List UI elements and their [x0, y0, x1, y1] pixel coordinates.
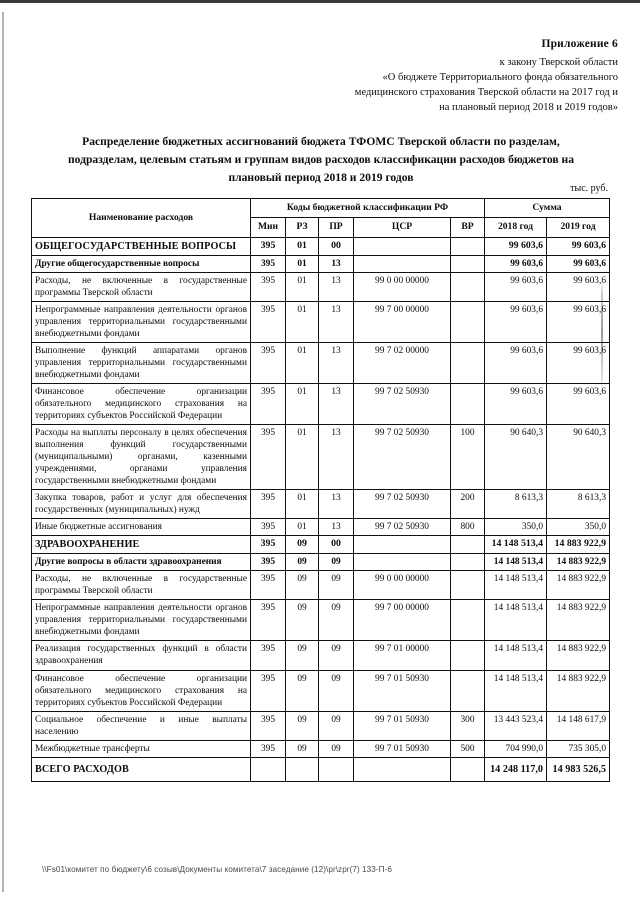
cell-expense-name: Иные бюджетные ассигнования [32, 519, 251, 536]
cell-rz-code: 01 [286, 237, 319, 255]
column-header-sum-group: Сумма [485, 199, 610, 218]
cell-csr-code: 99 7 00 00000 [354, 600, 451, 641]
cell-vr-code [451, 272, 485, 301]
cell-amount-2018: 14 248 117,0 [485, 757, 547, 781]
cell-pr-code: 13 [319, 272, 354, 301]
cell-amount-2019: 99 603,6 [547, 383, 610, 424]
table-row [32, 740, 610, 757]
cell-amount-2019: 14 883 922,9 [547, 536, 610, 554]
cell-expense-name: Социальное обеспечение и иные выплаты населению [32, 711, 251, 740]
units-note: тыс. руб. [570, 183, 608, 194]
cell-rz-code: 01 [286, 424, 319, 489]
cell-expense-name: Расходы, не включенные в государственные программы Тверской области [32, 272, 251, 301]
table-row [32, 490, 610, 519]
cell-csr-code [354, 757, 451, 781]
cell-expense-name: Межбюджетные трансферты [32, 740, 251, 757]
cell-min-code: 395 [251, 641, 286, 670]
cell-rz-code: 09 [286, 711, 319, 740]
column-header-vr: ВР [451, 218, 485, 237]
table-row [32, 237, 610, 255]
cell-csr-code: 99 7 02 50930 [354, 424, 451, 489]
cell-vr-code [451, 255, 485, 272]
cell-expense-name: Другие общегосударственные вопросы [32, 255, 251, 272]
table-body [32, 237, 610, 781]
cell-amount-2019: 99 603,6 [547, 237, 610, 255]
cell-amount-2019: 14 883 922,9 [547, 554, 610, 571]
cell-expense-name: Финансовое обеспечение организации обязательного медицинского страхования на территориях субъектов Российской Федерации [32, 383, 251, 424]
cell-csr-code [354, 255, 451, 272]
cell-vr-code: 100 [451, 424, 485, 489]
cell-min-code: 395 [251, 383, 286, 424]
cell-amount-2018: 99 603,6 [485, 272, 547, 301]
cell-min-code: 395 [251, 237, 286, 255]
cell-expense-name: Расходы на выплаты персоналу в целях обеспечения выполнения функций государственными (муниципальными) органами, казенными учреждениями, органами управления государственными внебюджетными фондами [32, 424, 251, 489]
cell-rz-code: 09 [286, 571, 319, 600]
cell-rz-code: 01 [286, 519, 319, 536]
cell-vr-code: 800 [451, 519, 485, 536]
cell-pr-code: 13 [319, 383, 354, 424]
cell-expense-name: Реализация государственных функций в области здравоохранения [32, 641, 251, 670]
header-line-law-reference: к закону Тверской области [499, 56, 618, 68]
cell-csr-code [354, 237, 451, 255]
cell-amount-2019: 99 603,6 [547, 301, 610, 342]
cell-expense-name: ОБЩЕГОСУДАРСТВЕННЫЕ ВОПРОСЫ [32, 237, 251, 255]
cell-amount-2019: 8 613,3 [547, 490, 610, 519]
cell-csr-code: 99 7 02 00000 [354, 342, 451, 383]
table-header [32, 199, 610, 238]
cell-min-code: 395 [251, 740, 286, 757]
cell-vr-code: 200 [451, 490, 485, 519]
cell-vr-code [451, 554, 485, 571]
cell-rz-code: 09 [286, 536, 319, 554]
table-row [32, 536, 610, 554]
table-row [32, 519, 610, 536]
cell-amount-2019: 735 305,0 [547, 740, 610, 757]
cell-amount-2019: 14 883 922,9 [547, 670, 610, 711]
cell-rz-code: 01 [286, 255, 319, 272]
cell-vr-code [451, 342, 485, 383]
cell-amount-2018: 14 148 513,4 [485, 536, 547, 554]
cell-amount-2018: 14 148 513,4 [485, 571, 547, 600]
cell-rz-code: 09 [286, 740, 319, 757]
cell-rz-code: 09 [286, 554, 319, 571]
cell-vr-code [451, 641, 485, 670]
column-header-csr: ЦСР [354, 218, 451, 237]
cell-amount-2018: 99 603,6 [485, 301, 547, 342]
table-row [32, 255, 610, 272]
cell-csr-code: 99 7 02 50930 [354, 519, 451, 536]
table-row [32, 301, 610, 342]
cell-csr-code [354, 536, 451, 554]
cell-min-code: 395 [251, 519, 286, 536]
cell-pr-code: 09 [319, 571, 354, 600]
column-header-rz: РЗ [286, 218, 319, 237]
cell-pr-code: 09 [319, 711, 354, 740]
cell-csr-code: 99 7 00 00000 [354, 301, 451, 342]
cell-amount-2018: 14 148 513,4 [485, 554, 547, 571]
cell-rz-code: 09 [286, 641, 319, 670]
cell-min-code: 395 [251, 554, 286, 571]
header-line-budget-title-1: «О бюджете Территориального фонда обязательного [382, 71, 618, 83]
cell-rz-code: 01 [286, 272, 319, 301]
cell-min-code: 395 [251, 711, 286, 740]
cell-expense-name: Непрограммные направления деятельности органов управления территориальными государственными внебюджетными фондами [32, 301, 251, 342]
cell-min-code: 395 [251, 301, 286, 342]
cell-amount-2018: 90 640,3 [485, 424, 547, 489]
cell-amount-2018: 99 603,6 [485, 237, 547, 255]
page-title-line-2: подразделам, целевым статьям и группам видов расходов классификации расходов бюджетов на [67, 152, 575, 166]
cell-pr-code: 00 [319, 237, 354, 255]
cell-amount-2019: 90 640,3 [547, 424, 610, 489]
page-title-line-3: плановый период 2018 и 2019 годов [228, 170, 414, 184]
cell-csr-code: 99 7 01 50930 [354, 670, 451, 711]
column-header-year-2019: 2019 год [547, 218, 610, 237]
cell-min-code [251, 757, 286, 781]
page-title-line-1: Распределение бюджетных ассигнований бюджета ТФОМС Тверской области по разделам, [82, 135, 560, 148]
cell-amount-2019: 14 983 526,5 [547, 757, 610, 781]
cell-expense-name: Закупка товаров, работ и услуг для обеспечения государственных (муниципальных) нужд [32, 490, 251, 519]
cell-rz-code: 01 [286, 342, 319, 383]
cell-vr-code [451, 536, 485, 554]
cell-csr-code: 99 7 02 50930 [354, 490, 451, 519]
table-row [32, 670, 610, 711]
cell-amount-2018: 704 990,0 [485, 740, 547, 757]
table-header-row-top [32, 199, 610, 218]
cell-vr-code: 500 [451, 740, 485, 757]
header-line-budget-title-2: медицинского страхования Тверской области на 2017 год и [354, 87, 618, 99]
column-header-min: Мин [251, 218, 286, 237]
cell-csr-code: 99 0 00 00000 [354, 571, 451, 600]
cell-expense-name: ВСЕГО РАСХОДОВ [32, 757, 251, 781]
cell-pr-code: 13 [319, 490, 354, 519]
table-row [32, 554, 610, 571]
cell-amount-2018: 99 603,6 [485, 255, 547, 272]
cell-vr-code [451, 600, 485, 641]
cell-vr-code [451, 571, 485, 600]
cell-csr-code [354, 554, 451, 571]
column-header-pr: ПР [319, 218, 354, 237]
table-row [32, 757, 610, 781]
cell-min-code: 395 [251, 342, 286, 383]
cell-pr-code: 13 [319, 342, 354, 383]
cell-amount-2019: 14 148 617,9 [547, 711, 610, 740]
cell-pr-code: 09 [319, 600, 354, 641]
cell-pr-code: 13 [319, 301, 354, 342]
budget-allocation-table [31, 198, 610, 782]
cell-min-code: 395 [251, 255, 286, 272]
cell-rz-code [286, 757, 319, 781]
cell-amount-2018: 99 603,6 [485, 383, 547, 424]
cell-amount-2019: 350,0 [547, 519, 610, 536]
page-title [38, 133, 604, 187]
appendix-number: Приложение 6 [541, 38, 618, 50]
table-row [32, 424, 610, 489]
cell-csr-code: 99 0 00 00000 [354, 272, 451, 301]
cell-vr-code [451, 383, 485, 424]
cell-vr-code: 300 [451, 711, 485, 740]
cell-expense-name: Расходы, не включенные в государственные программы Тверской области [32, 571, 251, 600]
cell-amount-2019: 14 883 922,9 [547, 600, 610, 641]
cell-amount-2018: 14 148 513,4 [485, 600, 547, 641]
cell-min-code: 395 [251, 272, 286, 301]
cell-pr-code: 13 [319, 519, 354, 536]
cell-expense-name: Другие вопросы в области здравоохранения [32, 554, 251, 571]
table-row [32, 272, 610, 301]
cell-amount-2019: 14 883 922,9 [547, 571, 610, 600]
cell-amount-2018: 14 148 513,4 [485, 641, 547, 670]
column-header-name: Наименование расходов [32, 199, 251, 238]
cell-expense-name: ЗДРАВООХРАНЕНИЕ [32, 536, 251, 554]
cell-pr-code: 09 [319, 641, 354, 670]
cell-rz-code: 09 [286, 600, 319, 641]
cell-vr-code [451, 670, 485, 711]
table-row [32, 342, 610, 383]
cell-vr-code [451, 757, 485, 781]
cell-csr-code: 99 7 01 50930 [354, 711, 451, 740]
column-header-year-2018: 2018 год [485, 218, 547, 237]
cell-csr-code: 99 7 01 00000 [354, 641, 451, 670]
cell-amount-2018: 8 613,3 [485, 490, 547, 519]
cell-min-code: 395 [251, 536, 286, 554]
cell-pr-code [319, 757, 354, 781]
header-line-budget-title-3: на плановый период 2018 и 2019 годов» [439, 102, 618, 114]
cell-pr-code: 00 [319, 536, 354, 554]
cell-min-code: 395 [251, 490, 286, 519]
cell-rz-code: 01 [286, 490, 319, 519]
cell-amount-2019: 99 603,6 [547, 272, 610, 301]
cell-amount-2018: 14 148 513,4 [485, 670, 547, 711]
cell-rz-code: 09 [286, 670, 319, 711]
cell-rz-code: 01 [286, 301, 319, 342]
cell-expense-name: Непрограммные направления деятельности органов управления территориальными государственными внебюджетными фондами [32, 600, 251, 641]
cell-expense-name: Выполнение функций аппаратами органов управления территориальными государственными внебюджетными фондами [32, 342, 251, 383]
table-row [32, 383, 610, 424]
cell-csr-code: 99 7 02 50930 [354, 383, 451, 424]
cell-pr-code: 13 [319, 255, 354, 272]
cell-pr-code: 09 [319, 670, 354, 711]
budget-table-container [31, 198, 609, 782]
cell-min-code: 395 [251, 571, 286, 600]
cell-min-code: 395 [251, 670, 286, 711]
table-row [32, 571, 610, 600]
cell-amount-2018: 13 443 523,4 [485, 711, 547, 740]
cell-amount-2018: 99 603,6 [485, 342, 547, 383]
cell-amount-2019: 99 603,6 [547, 255, 610, 272]
table-row [32, 600, 610, 641]
table-row [32, 711, 610, 740]
column-header-codes-group: Коды бюджетной классификации РФ [251, 199, 485, 218]
cell-amount-2019: 14 883 922,9 [547, 641, 610, 670]
cell-expense-name: Финансовое обеспечение организации обязательного медицинского страхования на территориях субъектов Российской Федерации [32, 670, 251, 711]
cell-vr-code [451, 301, 485, 342]
cell-amount-2019: 99 603,6 [547, 342, 610, 383]
cell-min-code: 395 [251, 600, 286, 641]
table-row [32, 641, 610, 670]
cell-pr-code: 13 [319, 424, 354, 489]
cell-rz-code: 01 [286, 383, 319, 424]
cell-pr-code: 09 [319, 554, 354, 571]
cell-csr-code: 99 7 01 50930 [354, 740, 451, 757]
cell-vr-code [451, 237, 485, 255]
document-header [198, 36, 618, 116]
file-path-footer: \\Fs01\комитет по бюджету\6 созыв\Документы комитета\7 заседание (12)\pr\zpr(7) 133-П-6 [42, 865, 392, 874]
cell-amount-2018: 350,0 [485, 519, 547, 536]
cell-min-code: 395 [251, 424, 286, 489]
cell-pr-code: 09 [319, 740, 354, 757]
